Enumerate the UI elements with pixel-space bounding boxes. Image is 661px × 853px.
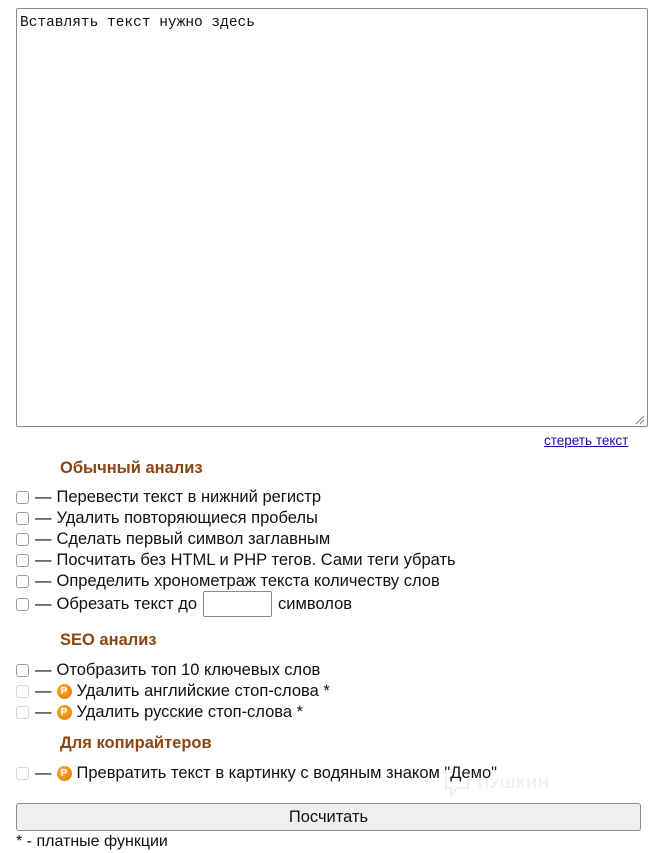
footnote-star: * — [16, 833, 23, 850]
dash: — — [35, 594, 52, 613]
checkbox-remove-spaces[interactable] — [16, 512, 29, 525]
option-top-keywords — [16, 660, 320, 680]
option-label: Удалить повторяющиеся пробелы — [56, 508, 318, 527]
option-russian-stopwords — [16, 702, 303, 722]
option-label: Сделать первый символ заглавным — [56, 529, 331, 548]
option-truncate — [16, 594, 352, 614]
truncate-length-input[interactable] — [203, 591, 272, 617]
checkbox-english-stopwords[interactable] — [16, 685, 29, 698]
option-label: Отобразить топ 10 ключевых слов — [56, 660, 321, 679]
checkbox-timing[interactable] — [16, 575, 29, 588]
checkbox-capitalize[interactable] — [16, 533, 29, 546]
dash: — — [35, 571, 52, 590]
dash: — — [35, 763, 52, 782]
dash: — — [35, 508, 52, 527]
option-label: Перевести текст в нижний регистр — [56, 487, 322, 506]
option-lowercase — [16, 487, 321, 507]
section-title-seo: SEO анализ — [60, 631, 157, 649]
section-title-basic: Обычный анализ — [60, 459, 203, 477]
checkbox-russian-stopwords[interactable] — [16, 706, 29, 719]
footnote-text: - платные функции — [22, 833, 168, 850]
checkbox-top-keywords[interactable] — [16, 664, 29, 677]
text-input-area[interactable] — [16, 8, 648, 427]
dash: — — [35, 660, 52, 679]
option-label: Удалить русские стоп-слова * — [76, 702, 304, 721]
dash: — — [35, 529, 52, 548]
option-label: Обрезать текст до — [56, 594, 198, 613]
option-strip-tags — [16, 550, 456, 570]
option-label: Превратить текст в картинку с водяным знаком "Демо" — [76, 763, 498, 782]
checkbox-lowercase[interactable] — [16, 491, 29, 504]
calculate-button[interactable]: Посчитать — [16, 803, 641, 831]
option-remove-spaces — [16, 508, 318, 528]
dash: — — [35, 487, 52, 506]
option-timing — [16, 571, 440, 591]
resize-grip-icon[interactable] — [634, 414, 645, 425]
clear-text-link[interactable]: стереть текст — [544, 433, 629, 448]
option-text-to-image — [16, 763, 497, 783]
paid-footnote — [16, 833, 168, 851]
dash: — — [35, 550, 52, 569]
dash: — — [35, 681, 52, 700]
checkbox-text-to-image[interactable] — [16, 767, 29, 780]
option-capitalize — [16, 529, 330, 549]
paid-feature-icon: P — [57, 684, 72, 699]
option-label: Посчитать без HTML и PHP тегов. Сами теги убрать — [56, 550, 456, 569]
paid-feature-icon: P — [57, 766, 72, 781]
watermark-logo-icon — [442, 768, 472, 798]
checkbox-strip-tags[interactable] — [16, 554, 29, 567]
watermark-text: ПУШКИН — [478, 774, 550, 792]
watermark — [442, 768, 550, 798]
section-title-copywriters: Для копирайтеров — [60, 734, 212, 752]
option-label-suffix: символов — [278, 594, 353, 613]
option-label: Удалить английские стоп-слова * — [76, 681, 330, 700]
dash: — — [35, 702, 52, 721]
option-english-stopwords — [16, 681, 330, 701]
paid-feature-icon: P — [57, 705, 72, 720]
checkbox-truncate[interactable] — [16, 598, 29, 611]
option-label: Определить хронометраж текста количеству слов — [56, 571, 440, 590]
